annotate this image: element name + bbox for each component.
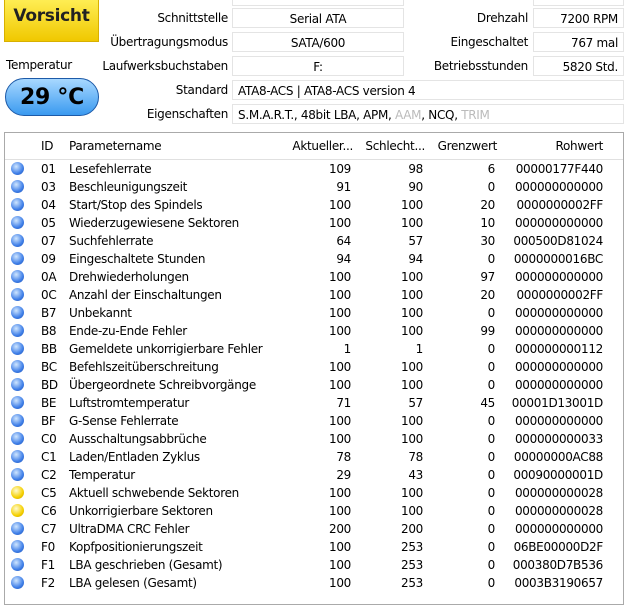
attr-name: Unbekannt bbox=[69, 306, 132, 320]
status-blue-dot-icon bbox=[11, 450, 24, 463]
attr-id: C2 bbox=[41, 468, 57, 482]
attr-name: Eingeschaltete Stunden bbox=[69, 252, 206, 266]
attr-worst: 100 bbox=[400, 198, 423, 212]
attr-name: Beschleunigungszeit bbox=[69, 180, 188, 194]
attr-id: BB bbox=[41, 342, 57, 356]
attr-name: Übergeordnete Schreibvorgänge bbox=[69, 378, 256, 392]
attr-name: LBA geschrieben (Gesamt) bbox=[69, 558, 223, 572]
table-row[interactable] bbox=[5, 430, 623, 448]
attr-worst: 100 bbox=[400, 486, 423, 500]
status-blue-dot-icon bbox=[11, 468, 24, 481]
feature-item: NCQ bbox=[428, 108, 455, 122]
table-row[interactable] bbox=[5, 196, 623, 214]
column-raw[interactable]: Rohwert bbox=[555, 139, 603, 153]
attr-worst: 100 bbox=[400, 270, 423, 284]
attr-threshold: 30 bbox=[480, 234, 495, 248]
status-blue-dot-icon bbox=[11, 216, 24, 229]
attr-name: Kopfpositionierungszeit bbox=[69, 540, 203, 554]
attr-worst: 100 bbox=[400, 306, 423, 320]
attr-raw: 000000000000 bbox=[514, 360, 603, 374]
attr-id: C5 bbox=[41, 486, 57, 500]
attr-id: F2 bbox=[41, 576, 55, 590]
attr-threshold: 0 bbox=[487, 414, 495, 428]
attr-id: B7 bbox=[41, 306, 57, 320]
attr-raw: 000000000028 bbox=[514, 504, 603, 518]
attr-threshold: 0 bbox=[487, 486, 495, 500]
info-label: Schnittstelle bbox=[157, 11, 228, 25]
table-row[interactable] bbox=[5, 502, 623, 520]
attr-worst: 100 bbox=[400, 504, 423, 518]
features-label: Eigenschaften bbox=[146, 107, 228, 121]
attr-raw: 000000000000 bbox=[514, 270, 603, 284]
attr-threshold: 20 bbox=[480, 198, 495, 212]
table-row[interactable] bbox=[5, 250, 623, 268]
table-row[interactable] bbox=[5, 286, 623, 304]
attr-id: BF bbox=[41, 414, 56, 428]
attr-name: Anzahl der Einschaltungen bbox=[69, 288, 222, 302]
attr-current: 94 bbox=[336, 252, 351, 266]
standard-value: ATA8-ACS | ATA8-ACS version 4 bbox=[232, 80, 624, 100]
status-blue-dot-icon bbox=[11, 432, 24, 445]
attr-raw: 00000177F440 bbox=[515, 162, 603, 176]
attr-threshold: 0 bbox=[487, 360, 495, 374]
table-row[interactable] bbox=[5, 394, 623, 412]
table-row[interactable] bbox=[5, 340, 623, 358]
column-current[interactable]: Aktueller... bbox=[292, 139, 353, 153]
attr-worst: 43 bbox=[408, 468, 423, 482]
info-label: Drehzahl bbox=[476, 11, 528, 25]
attr-raw: 0000000002FF bbox=[516, 288, 603, 302]
attr-worst: 94 bbox=[408, 252, 423, 266]
attr-name: UltraDMA CRC Fehler bbox=[69, 522, 190, 536]
info-field-partial bbox=[533, 0, 624, 6]
attr-worst: 100 bbox=[400, 360, 423, 374]
status-blue-dot-icon bbox=[11, 576, 24, 589]
feature-item: S.M.A.R.T. bbox=[238, 108, 294, 122]
attr-threshold: 0 bbox=[487, 252, 495, 266]
status-blue-dot-icon bbox=[11, 198, 24, 211]
attr-current: 78 bbox=[336, 450, 351, 464]
attr-worst: 90 bbox=[408, 180, 423, 194]
attr-threshold: 20 bbox=[480, 288, 495, 302]
attr-name: Temperatur bbox=[69, 468, 135, 482]
status-blue-dot-icon bbox=[11, 378, 24, 391]
attr-id: C6 bbox=[41, 504, 57, 518]
attr-raw: 000000000112 bbox=[514, 342, 603, 356]
info-value: Serial ATA bbox=[232, 8, 404, 28]
attr-worst: 100 bbox=[400, 216, 423, 230]
attr-worst: 100 bbox=[400, 432, 423, 446]
info-label: Betriebsstunden bbox=[433, 59, 528, 73]
attr-worst: 200 bbox=[400, 522, 423, 536]
separator: , bbox=[454, 108, 462, 122]
attr-threshold: 0 bbox=[487, 504, 495, 518]
attr-raw: 000380D7B536 bbox=[512, 558, 603, 572]
attr-id: F0 bbox=[41, 540, 55, 554]
table-row[interactable] bbox=[5, 322, 623, 340]
attr-current: 100 bbox=[328, 324, 351, 338]
attr-id: 0C bbox=[41, 288, 57, 302]
attr-name: G-Sense Fehlerrate bbox=[69, 414, 179, 428]
attr-id: C1 bbox=[41, 450, 57, 464]
attr-id: B8 bbox=[41, 324, 57, 338]
column-threshold[interactable]: Grenzwert bbox=[437, 139, 497, 153]
attr-name: Wiederzugewiesene Sektoren bbox=[69, 216, 239, 230]
info-value: 7200 RPM bbox=[533, 8, 624, 28]
table-row[interactable] bbox=[5, 232, 623, 250]
attr-worst: 100 bbox=[400, 324, 423, 338]
attr-id: 09 bbox=[41, 252, 56, 266]
temperature-badge[interactable]: 29 °C bbox=[5, 78, 99, 116]
attr-worst: 57 bbox=[408, 234, 423, 248]
attr-worst: 100 bbox=[400, 288, 423, 302]
attr-raw: 000000000000 bbox=[514, 306, 603, 320]
attr-id: F1 bbox=[41, 558, 55, 572]
attr-raw: 000000000000 bbox=[514, 522, 603, 536]
attr-raw: 000000000000 bbox=[514, 180, 603, 194]
attr-raw: 0000000002FF bbox=[516, 198, 603, 212]
attr-threshold: 10 bbox=[480, 216, 495, 230]
attr-name: Aktuell schwebende Sektoren bbox=[69, 486, 239, 500]
table-row[interactable] bbox=[5, 574, 623, 592]
status-blue-dot-icon bbox=[11, 414, 24, 427]
attr-current: 29 bbox=[336, 468, 351, 482]
info-label: Laufwerksbuchstaben bbox=[102, 59, 228, 73]
feature-item: AAM bbox=[395, 108, 422, 122]
attr-current: 100 bbox=[328, 414, 351, 428]
attr-current: 1 bbox=[343, 342, 351, 356]
attr-name: Befehlszeitüberschreitung bbox=[69, 360, 219, 374]
feature-item: 48bit LBA bbox=[300, 108, 357, 122]
attr-id: 07 bbox=[41, 234, 56, 248]
status-blue-dot-icon bbox=[11, 306, 24, 319]
attr-name: LBA gelesen (Gesamt) bbox=[69, 576, 197, 590]
attr-threshold: 0 bbox=[487, 522, 495, 536]
status-yellow-dot-icon bbox=[11, 486, 24, 499]
attr-current: 71 bbox=[336, 396, 351, 410]
attr-current: 100 bbox=[328, 216, 351, 230]
attr-threshold: 97 bbox=[480, 270, 495, 284]
status-blue-dot-icon bbox=[11, 324, 24, 337]
attr-id: BC bbox=[41, 360, 57, 374]
attr-threshold: 0 bbox=[487, 306, 495, 320]
attr-threshold: 0 bbox=[487, 576, 495, 590]
attr-raw: 000000000028 bbox=[514, 486, 603, 500]
attr-worst: 98 bbox=[408, 162, 423, 176]
attr-threshold: 6 bbox=[487, 162, 495, 176]
temperature-label: Temperatur bbox=[6, 58, 72, 72]
attr-id: BD bbox=[41, 378, 58, 392]
attr-threshold: 99 bbox=[480, 324, 495, 338]
attr-id: 03 bbox=[41, 180, 56, 194]
info-value: SATA/600 bbox=[232, 32, 404, 52]
feature-item: TRIM bbox=[461, 108, 490, 122]
status-blue-dot-icon bbox=[11, 252, 24, 265]
status-yellow-dot-icon bbox=[11, 504, 24, 517]
attr-current: 91 bbox=[336, 180, 351, 194]
attr-worst: 78 bbox=[408, 450, 423, 464]
attr-threshold: 0 bbox=[487, 342, 495, 356]
status-blue-dot-icon bbox=[11, 360, 24, 373]
attr-current: 100 bbox=[328, 486, 351, 500]
attr-threshold: 0 bbox=[487, 468, 495, 482]
status-blue-dot-icon bbox=[11, 522, 24, 535]
attr-threshold: 0 bbox=[487, 180, 495, 194]
info-label: Eingeschaltet bbox=[450, 35, 528, 49]
attr-raw: 000000000000 bbox=[514, 378, 603, 392]
attr-current: 109 bbox=[328, 162, 351, 176]
status-blue-dot-icon bbox=[11, 234, 24, 247]
smart-attributes-table[interactable] bbox=[4, 132, 624, 605]
table-row[interactable] bbox=[5, 484, 623, 502]
standard-label: Standard bbox=[175, 83, 228, 97]
info-value: 5820 Std. bbox=[533, 56, 624, 76]
attr-threshold: 0 bbox=[487, 540, 495, 554]
status-blue-dot-icon bbox=[11, 180, 24, 193]
attr-raw: 000000000033 bbox=[514, 432, 603, 446]
attr-id: 05 bbox=[41, 216, 56, 230]
attr-name: Ausschaltungsabbrüche bbox=[69, 432, 207, 446]
attr-raw: 00090000001D bbox=[513, 468, 603, 482]
attr-id: 0A bbox=[41, 270, 57, 284]
status-blue-dot-icon bbox=[11, 396, 24, 409]
attr-name: Gemeldete unkorrigierbare Fehler bbox=[69, 342, 263, 356]
status-blue-dot-icon bbox=[11, 342, 24, 355]
feature-item: APM bbox=[363, 108, 388, 122]
table-row[interactable] bbox=[5, 376, 623, 394]
attr-current: 100 bbox=[328, 576, 351, 590]
table-row[interactable] bbox=[5, 412, 623, 430]
attr-name: Laden/Entladen Zyklus bbox=[69, 450, 200, 464]
table-row[interactable] bbox=[5, 178, 623, 196]
table-row[interactable] bbox=[5, 358, 623, 376]
attr-current: 100 bbox=[328, 540, 351, 554]
attr-raw: 00001D13001D bbox=[511, 396, 603, 410]
attr-current: 100 bbox=[328, 198, 351, 212]
attr-threshold: 0 bbox=[487, 450, 495, 464]
status-blue-dot-icon bbox=[11, 270, 24, 283]
attr-id: 04 bbox=[41, 198, 56, 212]
attr-threshold: 0 bbox=[487, 432, 495, 446]
attr-current: 64 bbox=[336, 234, 351, 248]
attr-id: BE bbox=[41, 396, 57, 410]
attr-raw: 0003B3190657 bbox=[514, 576, 603, 590]
attr-raw: 000000000000 bbox=[514, 324, 603, 338]
attr-id: C0 bbox=[41, 432, 57, 446]
column-worst[interactable]: Schlecht... bbox=[365, 139, 425, 153]
attr-raw: 0000000016BC bbox=[513, 252, 603, 266]
attr-worst: 1 bbox=[415, 342, 423, 356]
attr-name: Luftstromtemperatur bbox=[69, 396, 190, 410]
attr-current: 100 bbox=[328, 378, 351, 392]
attr-id: 01 bbox=[41, 162, 56, 176]
attr-threshold: 0 bbox=[487, 558, 495, 572]
separator: , bbox=[293, 108, 301, 122]
attr-current: 100 bbox=[328, 288, 351, 302]
column-name[interactable]: Parametername bbox=[69, 139, 162, 153]
attr-worst: 253 bbox=[400, 558, 423, 572]
info-value: F: bbox=[232, 56, 404, 76]
separator: , bbox=[421, 108, 429, 122]
attr-name: Drehwiederholungen bbox=[69, 270, 189, 284]
separator: , bbox=[388, 108, 396, 122]
info-value: 767 mal bbox=[533, 32, 624, 52]
attr-worst: 253 bbox=[400, 576, 423, 590]
attr-worst: 100 bbox=[400, 414, 423, 428]
attr-name: Unkorrigierbare Sektoren bbox=[69, 504, 213, 518]
attr-current: 100 bbox=[328, 306, 351, 320]
status-blue-dot-icon bbox=[11, 558, 24, 571]
attr-worst: 100 bbox=[400, 378, 423, 392]
attr-threshold: 45 bbox=[480, 396, 495, 410]
info-label: Übertragungsmodus bbox=[110, 35, 228, 49]
attr-current: 100 bbox=[328, 558, 351, 572]
attr-threshold: 0 bbox=[487, 378, 495, 392]
table-row[interactable] bbox=[5, 520, 623, 538]
attr-raw: 06BE00000D2F bbox=[513, 540, 603, 554]
table-row[interactable] bbox=[5, 448, 623, 466]
table-row[interactable] bbox=[5, 268, 623, 286]
info-field-partial bbox=[232, 0, 404, 6]
separator: , bbox=[356, 108, 364, 122]
health-status-button[interactable]: Vorsicht bbox=[4, 0, 99, 42]
attr-worst: 253 bbox=[400, 540, 423, 554]
table-header bbox=[5, 133, 623, 160]
table-row[interactable] bbox=[5, 466, 623, 484]
attr-worst: 57 bbox=[408, 396, 423, 410]
attr-raw: 00000000AC88 bbox=[513, 450, 603, 464]
attr-name: Start/Stop des Spindels bbox=[69, 198, 203, 212]
status-blue-dot-icon bbox=[11, 540, 24, 553]
status-blue-dot-icon bbox=[11, 288, 24, 301]
attr-name: Suchfehlerrate bbox=[69, 234, 154, 248]
attr-id: C7 bbox=[41, 522, 57, 536]
table-row[interactable] bbox=[5, 304, 623, 322]
attr-current: 100 bbox=[328, 360, 351, 374]
attr-raw: 000000000000 bbox=[514, 414, 603, 428]
attr-current: 100 bbox=[328, 432, 351, 446]
table-row[interactable] bbox=[5, 160, 623, 178]
status-blue-dot-icon bbox=[11, 162, 24, 175]
attr-current: 200 bbox=[328, 522, 351, 536]
features-value bbox=[232, 104, 624, 124]
table-row[interactable] bbox=[5, 214, 623, 232]
table-row[interactable] bbox=[5, 556, 623, 574]
attr-name: Lesefehlerrate bbox=[69, 162, 152, 176]
attr-current: 100 bbox=[328, 270, 351, 284]
attr-raw: 000500D81024 bbox=[513, 234, 603, 248]
attr-current: 100 bbox=[328, 504, 351, 518]
table-row[interactable] bbox=[5, 538, 623, 556]
attr-name: Ende-zu-Ende Fehler bbox=[69, 324, 187, 338]
column-id[interactable]: ID bbox=[41, 139, 54, 153]
attr-raw: 000000000000 bbox=[514, 216, 603, 230]
